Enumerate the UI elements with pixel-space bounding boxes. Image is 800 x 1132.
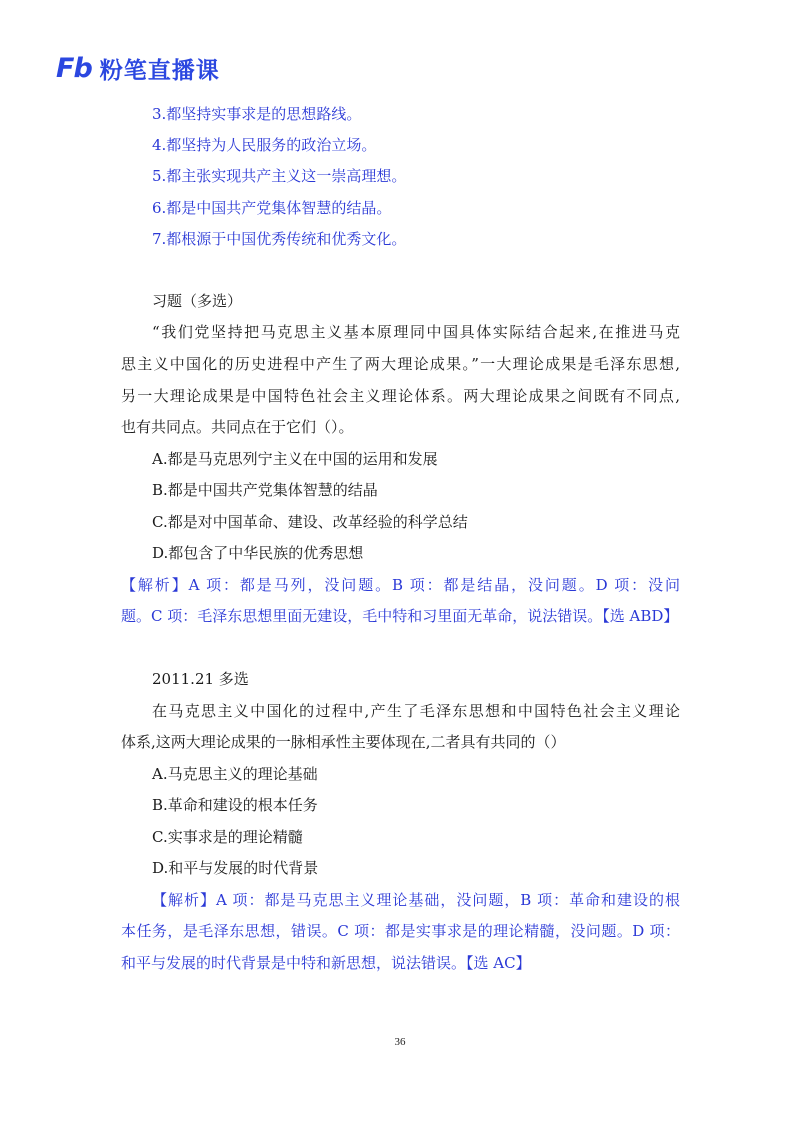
point-item: 3.都坚持实事求是的思想路线。 xyxy=(152,105,362,123)
option-a: A.马克思主义的理论基础 xyxy=(152,765,318,783)
option-a: A.都是马克思列宁主义在中国的运用和发展 xyxy=(152,450,438,468)
point-item: 6.都是中国共产党集体智慧的结晶。 xyxy=(152,199,392,217)
brand-name: 粉笔直播课 xyxy=(99,57,220,84)
point-item: 5.都主张实现共产主义这一崇高理想。 xyxy=(152,167,407,185)
option-d: D.都包含了中华民族的优秀思想 xyxy=(152,544,364,562)
question-stem-line: 体系,这两大理论成果的一脉相承性主要体现在,二者具有共同的（） xyxy=(121,733,566,751)
page-header xyxy=(56,50,220,86)
exercise-title: 2011.21 多选 xyxy=(152,670,249,688)
analysis-line: 【解析】A 项：都是马克思主义理论基础，没问题，B 项：革命和建设的根 xyxy=(152,891,680,909)
question-stem-line: 在马克思主义中国化的过程中,产生了毛泽东思想和中国特色社会主义理论 xyxy=(152,702,680,720)
fenbi-logo-icon: Fb xyxy=(56,52,92,84)
page-number: 36 xyxy=(394,1036,406,1048)
question-stem-line: “我们党坚持把马克思主义基本原理同中国具体实际结合起来,在推进马克 xyxy=(152,323,680,341)
option-c: C.实事求是的理论精髓 xyxy=(152,828,303,846)
question-stem-line: 也有共同点。共同点在于它们（）。 xyxy=(121,418,354,436)
analysis-line: 本任务，是毛泽东思想，错误。C 项：都是实事求是的理论精髓，没问题。D 项： xyxy=(121,922,680,940)
exercise-title: 习题（多选） xyxy=(152,292,243,310)
question-stem-line: 另一大理论成果是中国特色社会主义理论体系。两大理论成果之间既有不同点, xyxy=(121,387,680,405)
analysis-line: 【解析】A 项：都是马列，没问题。B 项：都是结晶，没问题。D 项：没问 xyxy=(121,576,680,594)
option-c: C.都是对中国革命、建设、改革经验的科学总结 xyxy=(152,513,468,531)
point-item: 4.都坚持为人民服务的政治立场。 xyxy=(152,136,377,154)
analysis-line: 和平与发展的时代背景是中特和新思想，说法错误。【选 AC】 xyxy=(121,954,531,972)
option-b: B.革命和建设的根本任务 xyxy=(152,796,318,814)
point-item: 7.都根源于中国优秀传统和优秀文化。 xyxy=(152,230,407,248)
analysis-line: 题。C 项：毛泽东思想里面无建设，毛中特和习里面无革命，说法错误。【选 ABD】 xyxy=(121,607,679,625)
option-b: B.都是中国共产党集体智慧的结晶 xyxy=(152,481,378,499)
question-stem-line: 思主义中国化的历史进程中产生了两大理论成果。”一大理论成果是毛泽东思想, xyxy=(121,355,680,373)
option-d: D.和平与发展的时代背景 xyxy=(152,859,319,877)
